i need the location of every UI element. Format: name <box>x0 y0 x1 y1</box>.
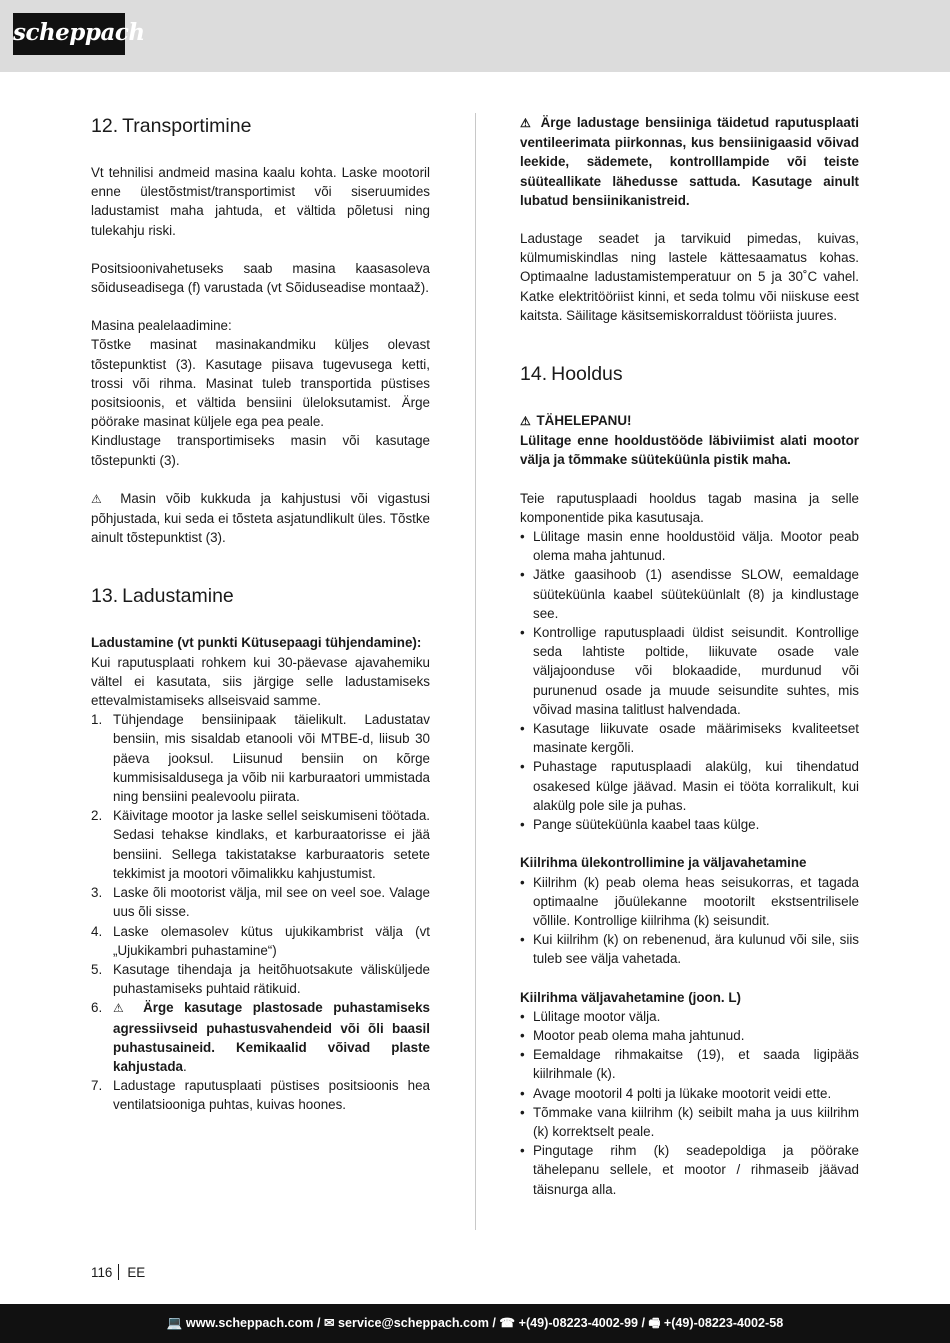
belt-replace-list <box>520 1007 859 1199</box>
list-item: 6. ⚠ Ärge kasutage plastosade puhastamiseks agressiivseid puhastusvahendeid või õli baasil puhastusaineid. Kemikaalid võivad plaste kahjustada. <box>91 1000 430 1074</box>
section-title: Ladustamine <box>122 585 234 608</box>
section-title: Hooldus <box>551 363 623 386</box>
paragraph: Teie raputusplaadi hooldus tagab masina ja selle komponentide pika kasutusaja. <box>520 490 859 525</box>
section-number: 13. <box>91 585 119 608</box>
section-title: Transportimine <box>122 115 252 137</box>
list-item: 1. Tühjendage bensiinipaak täielikult. Ladustatav bensiin, mis sisaldab etanooli või MTBE-d, liisub 30 päeva jooksul. Liisunud bensiin on kõrge kummisisaldusega ja võib nii karburaatori ummistada ning bensiini pealevoolu piirata. <box>91 712 430 805</box>
paragraph: Masina pealelaadimine: <box>91 318 232 334</box>
list-item: • Puhastage raputusplaadi alakülg, kui tihendatud osakesed külge jäävad. Masin ei tööta korralikult, kui alakülg pole sile ja puhas. <box>520 759 859 813</box>
section-12-heading <box>91 113 430 139</box>
list-item: 2. Käivitage mootor ja laske sellel seiskumiseni töötada. Sedasi tehakse kindlaks, et karburaatorisse ei jää bensiini. Sellega takistatakse karburaatoris setete tekkimist ja mootori võimalikku kahjustumist. <box>91 808 430 881</box>
paragraph: Ladustage seadet ja tarvikuid pimedas, kuivas, külmumiskindlas ning lastele kättesaamatus kohas. Optimaalne ladustamistemperatuur on 5 ja 30˚C vahel. Katke elektritööriist kinni, et seda tolmu või niiskuse eest kaitsta. Säilitage käsitsemiskorraldust tööriista juures. <box>520 231 859 323</box>
section-14-heading <box>520 361 859 387</box>
contact-bar <box>0 1304 950 1343</box>
list-item: • Pingutage rihm (k) seadepoldiga ja pöörake tähelepanu sellele, et mootor / rihmaseib jäävad täisnurga alla. <box>520 1143 859 1197</box>
belt-check-list <box>520 873 859 969</box>
warning-paragraph: ⚠ Ärge ladustage bensiiniga täidetud raputusplaati ventileerimata piirkonnas, kus bensiinigaasid võivad leekide, sädemete, kontrolllampide või teiste süüteallikate lähedusse sattuda. Kasutage ainult lubatud bensiinikanistreid. <box>520 115 859 208</box>
language-code: EE <box>127 1265 146 1280</box>
column-divider <box>475 113 476 1230</box>
paragraph: Kindlustage transportimiseks masin või kasutage tõstepunkti (3). <box>91 433 430 468</box>
maintenance-list <box>520 527 859 834</box>
list-item: • Lülitage masin enne hooldustöid välja. Mootor peab olema maha jahtunud. <box>520 529 859 564</box>
list-item: 4. Laske olemasolev kütus ujukikambrist välja (vt „Ujukikambri puhastamine“) <box>91 923 430 958</box>
list-item: • Mootor peab olema maha jahtunud. <box>520 1027 745 1043</box>
list-item: • Kiilrihm (k) peab olema heas seisukorras, et tagada optimaalne jõuülekanne mootorilt ekstsentrilisele võllile. Kontrollige kiilrihma (k) seisundit. <box>520 874 859 928</box>
warning-paragraph: ⚠ Masin võib kukkuda ja kahjustusi või vigastusi põhjustada, kui seda ei tõsteta asjatundlikult üles. Tõstke ainult tõstepunktist (3). <box>91 490 430 546</box>
paragraph: Positsioonivahetuseks saab masina kaasasoleva sõiduseadisega (f) varustada (vt Sõiduseadise montaaž). <box>91 260 430 296</box>
list-item: • Kui kiilrihm (k) on rebenenud, ära kulunud või sile, siis tuleb see välja vahetada. <box>520 932 859 967</box>
paragraph: Vt tehnilisi andmeid masina kaalu kohta. Laske mootoril enne ülestõstmist/transportimist või siseruumides ladustamist maha jahtuda, et vältida põletusi ning tulekahju riski. <box>91 165 430 238</box>
list-item: • Eemaldage rihmakaitse (19), et saada ligipääs kiilrihmale (k). <box>520 1047 859 1082</box>
section-number: 12. <box>91 115 119 137</box>
left-column <box>91 113 430 1115</box>
subheading: Kiilrihma väljavahetamine (joon. L) <box>520 989 741 1005</box>
section-number: 14. <box>520 363 548 386</box>
right-column <box>520 113 859 1199</box>
list-item: 7. Ladustage raputusplaati püstises positsioonis hea ventilatsiooniga puhtas, kuivas hoones. <box>91 1078 430 1113</box>
attention-text: Lülitage enne hooldustööde läbiviimist alati mootor välja ja tõmmake süüteküünla pistik maha. <box>520 433 859 468</box>
contact-info: 💻 www.scheppach.com / ✉ service@scheppach.com / ☎ +(49)-08223-4002-99 / 🖷 +(49)-08223-4002-58 <box>166 1316 784 1330</box>
attention-heading: ⚠ TÄHELEPANU! <box>520 413 632 429</box>
list-item: • Tõmmake vana kiilrihm (k) seibilt maha ja uus kiilrihm (k) korrektselt peale. <box>520 1104 859 1139</box>
paragraph: Tõstke masinat masinakandmiku küljes olevast tõstepunktist (3). Kasutage piisava tugevusega ketti, trossi või rihma. Masinat tuleb transportida püstises positsioonis, et vältida bensiini üleloksutamist. Ärge pöörake masinat küljele ega pea peale. <box>91 337 430 430</box>
list-item: • Kontrollige raputusplaadi üldist seisundit. Kontrollige seda lahtiste poltide, liikuvate osade vale väljajoonduse või blokaadide, murdunud või purunenud osade ja muude seisundite suhtes, mis võivad masina talitlust halvendada. <box>520 625 859 717</box>
storage-steps-list <box>91 710 430 1114</box>
subheading: Kiilrihma ülekontrollimine ja väljavahetamine <box>520 855 807 871</box>
warning-icon: ⚠ <box>91 491 109 506</box>
page-footer <box>91 1264 145 1280</box>
list-item: 3. Laske õli mootorist välja, mil see on veel soe. Valage uus õli sisse. <box>91 885 430 920</box>
section-13-heading <box>91 583 430 609</box>
paragraph: Kui raputusplaati rohkem kui 30-päevase ajavahemiku vältel ei kasutata, siis järgige selle ladustamiseks ettevalmistamiseks allseisvaid samme. <box>91 654 430 709</box>
brand-logo: scheppach <box>13 13 125 55</box>
list-item: • Pange süüteküünla kaabel taas külge. <box>520 817 760 833</box>
subheading: Ladustamine (vt punkti Kütusepaagi tühjendamine): <box>91 635 422 651</box>
page-number: 116 <box>91 1265 113 1280</box>
warning-icon: ⚠ <box>520 116 533 130</box>
header-bar <box>0 0 950 72</box>
list-item: • Lülitage mootor välja. <box>520 1008 661 1024</box>
list-item: • Avage mootoril 4 polti ja lükake mootorit veidi ette. <box>520 1085 832 1101</box>
list-item: • Kasutage liikuvate osade määrimiseks kvaliteetset masinate kergõli. <box>520 721 859 756</box>
warning-icon: ⚠ <box>113 1001 131 1016</box>
list-item: 5. Kasutage tihendaja ja heitõhuotsakute välisküljede puhastamiseks puhtaid rätikuid. <box>91 961 430 997</box>
list-item: • Jätke gaasihoob (1) asendisse SLOW, eemaldage süüteküünla kaabel süüteküünlalt (8) ja kindlustage see. <box>520 567 859 621</box>
warning-icon: ⚠ <box>520 414 531 429</box>
